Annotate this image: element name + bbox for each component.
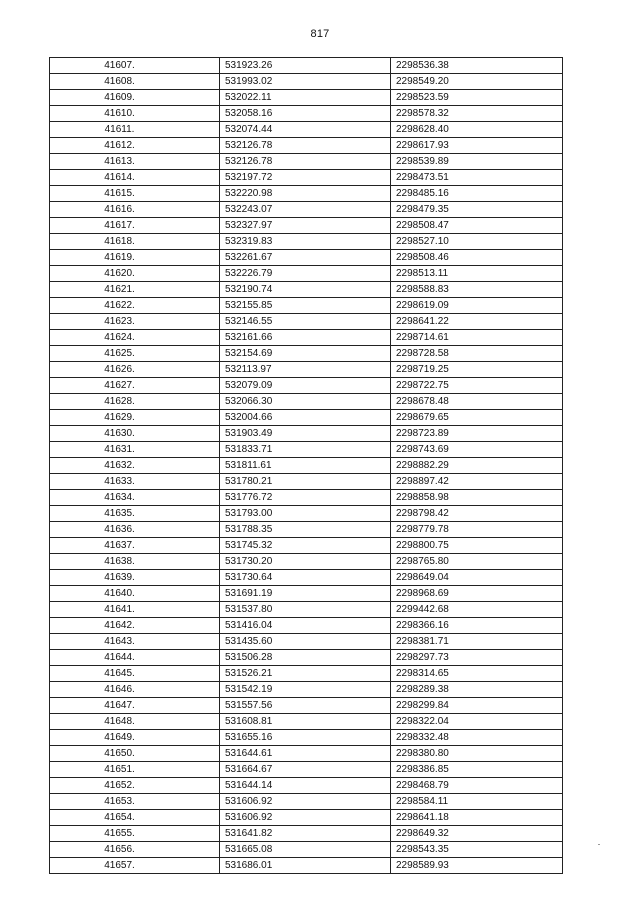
table-row [50, 250, 563, 266]
x-coordinate-cell: 531655.16 [220, 730, 391, 746]
x-coordinate-cell: 531793.00 [220, 506, 391, 522]
table-row [50, 154, 563, 170]
x-coordinate-cell: 532113.97 [220, 362, 391, 378]
x-coordinate-cell: 531686.01 [220, 858, 391, 874]
point-number-cell: 41613. [50, 154, 220, 170]
point-number-cell: 41639. [50, 570, 220, 586]
table-row [50, 618, 563, 634]
y-coordinate-cell: 2298743.69 [391, 442, 563, 458]
point-number-cell: 41611. [50, 122, 220, 138]
table-row [50, 426, 563, 442]
y-coordinate-cell: 2298649.32 [391, 826, 563, 842]
y-coordinate-cell: 2298468.79 [391, 778, 563, 794]
table-row [50, 346, 563, 362]
point-number-cell: 41657. [50, 858, 220, 874]
point-number-cell: 41618. [50, 234, 220, 250]
y-coordinate-cell: 2298678.48 [391, 394, 563, 410]
y-coordinate-cell: 2298649.04 [391, 570, 563, 586]
x-coordinate-cell: 532066.30 [220, 394, 391, 410]
point-number-cell: 41628. [50, 394, 220, 410]
table-row [50, 106, 563, 122]
y-coordinate-cell: 2298968.69 [391, 586, 563, 602]
table-row [50, 122, 563, 138]
table-row [50, 506, 563, 522]
table-row [50, 458, 563, 474]
point-number-cell: 41621. [50, 282, 220, 298]
point-number-cell: 41609. [50, 90, 220, 106]
y-coordinate-cell: 2298882.29 [391, 458, 563, 474]
point-number-cell: 41614. [50, 170, 220, 186]
y-coordinate-cell: 2298539.89 [391, 154, 563, 170]
table-row [50, 218, 563, 234]
x-coordinate-cell: 531776.72 [220, 490, 391, 506]
point-number-cell: 41624. [50, 330, 220, 346]
table-row [50, 538, 563, 554]
table-row [50, 522, 563, 538]
table-row [50, 554, 563, 570]
point-number-cell: 41619. [50, 250, 220, 266]
y-coordinate-cell: 2298322.04 [391, 714, 563, 730]
point-number-cell: 41656. [50, 842, 220, 858]
point-number-cell: 41636. [50, 522, 220, 538]
table-row [50, 234, 563, 250]
point-number-cell: 41648. [50, 714, 220, 730]
y-coordinate-cell: 2298798.42 [391, 506, 563, 522]
x-coordinate-cell: 532155.85 [220, 298, 391, 314]
y-coordinate-cell: 2298589.93 [391, 858, 563, 874]
table-row [50, 650, 563, 666]
table-row [50, 138, 563, 154]
point-number-cell: 41654. [50, 810, 220, 826]
point-number-cell: 41645. [50, 666, 220, 682]
table-row [50, 410, 563, 426]
point-number-cell: 41620. [50, 266, 220, 282]
y-coordinate-cell: 2298289.38 [391, 682, 563, 698]
x-coordinate-cell: 532146.55 [220, 314, 391, 330]
table-row [50, 666, 563, 682]
point-number-cell: 41641. [50, 602, 220, 618]
x-coordinate-cell: 531993.02 [220, 74, 391, 90]
y-coordinate-cell: 2298332.48 [391, 730, 563, 746]
x-coordinate-cell: 531506.28 [220, 650, 391, 666]
point-number-cell: 41633. [50, 474, 220, 490]
table-row [50, 474, 563, 490]
point-number-cell: 41653. [50, 794, 220, 810]
scan-speck [598, 844, 600, 845]
y-coordinate-cell: 2298728.58 [391, 346, 563, 362]
table-row [50, 810, 563, 826]
point-number-cell: 41631. [50, 442, 220, 458]
point-number-cell: 41655. [50, 826, 220, 842]
x-coordinate-cell: 532126.78 [220, 138, 391, 154]
x-coordinate-cell: 531606.92 [220, 794, 391, 810]
y-coordinate-cell: 2298485.16 [391, 186, 563, 202]
table-row [50, 298, 563, 314]
table-row [50, 858, 563, 874]
y-coordinate-cell: 2298299.84 [391, 698, 563, 714]
x-coordinate-cell: 531780.21 [220, 474, 391, 490]
point-number-cell: 41647. [50, 698, 220, 714]
x-coordinate-cell: 531833.71 [220, 442, 391, 458]
table-row [50, 698, 563, 714]
x-coordinate-cell: 531691.19 [220, 586, 391, 602]
x-coordinate-cell: 531730.64 [220, 570, 391, 586]
point-number-cell: 41617. [50, 218, 220, 234]
point-number-cell: 41643. [50, 634, 220, 650]
table-row [50, 170, 563, 186]
y-coordinate-cell: 2298897.42 [391, 474, 563, 490]
x-coordinate-cell: 531435.60 [220, 634, 391, 650]
x-coordinate-cell: 532004.66 [220, 410, 391, 426]
y-coordinate-cell: 2298536.38 [391, 58, 563, 74]
table-row [50, 762, 563, 778]
point-number-cell: 41652. [50, 778, 220, 794]
x-coordinate-cell: 532319.83 [220, 234, 391, 250]
y-coordinate-cell: 2298779.78 [391, 522, 563, 538]
point-number-cell: 41632. [50, 458, 220, 474]
y-coordinate-cell: 2298628.40 [391, 122, 563, 138]
table-row [50, 794, 563, 810]
y-coordinate-cell: 2298508.46 [391, 250, 563, 266]
point-number-cell: 41638. [50, 554, 220, 570]
table-row [50, 74, 563, 90]
y-coordinate-cell: 2298380.80 [391, 746, 563, 762]
table-row [50, 378, 563, 394]
y-coordinate-cell: 2298527.10 [391, 234, 563, 250]
y-coordinate-cell: 2298473.51 [391, 170, 563, 186]
point-number-cell: 41612. [50, 138, 220, 154]
x-coordinate-cell: 531644.14 [220, 778, 391, 794]
x-coordinate-cell: 531903.49 [220, 426, 391, 442]
table-row [50, 586, 563, 602]
x-coordinate-cell: 532022.11 [220, 90, 391, 106]
y-coordinate-cell: 2298722.75 [391, 378, 563, 394]
x-coordinate-cell: 532243.07 [220, 202, 391, 218]
y-coordinate-cell: 2298297.73 [391, 650, 563, 666]
table-row [50, 186, 563, 202]
point-number-cell: 41610. [50, 106, 220, 122]
table-row [50, 266, 563, 282]
x-coordinate-cell: 531730.20 [220, 554, 391, 570]
y-coordinate-cell: 2298714.61 [391, 330, 563, 346]
point-number-cell: 41651. [50, 762, 220, 778]
y-coordinate-cell: 2298719.25 [391, 362, 563, 378]
y-coordinate-cell: 2298765.80 [391, 554, 563, 570]
table-row [50, 394, 563, 410]
point-number-cell: 41640. [50, 586, 220, 602]
x-coordinate-cell: 531608.81 [220, 714, 391, 730]
table-row [50, 570, 563, 586]
point-number-cell: 41615. [50, 186, 220, 202]
point-number-cell: 41649. [50, 730, 220, 746]
x-coordinate-cell: 532197.72 [220, 170, 391, 186]
table-row [50, 714, 563, 730]
y-coordinate-cell: 2299442.68 [391, 602, 563, 618]
y-coordinate-cell: 2298386.85 [391, 762, 563, 778]
table-row [50, 602, 563, 618]
y-coordinate-cell: 2298543.35 [391, 842, 563, 858]
x-coordinate-cell: 531665.08 [220, 842, 391, 858]
table-row [50, 826, 563, 842]
x-coordinate-cell: 532226.79 [220, 266, 391, 282]
y-coordinate-cell: 2298513.11 [391, 266, 563, 282]
table-row [50, 682, 563, 698]
table-row [50, 842, 563, 858]
table-row [50, 442, 563, 458]
table-row [50, 362, 563, 378]
x-coordinate-cell: 531923.26 [220, 58, 391, 74]
point-number-cell: 41627. [50, 378, 220, 394]
table-row [50, 58, 563, 74]
y-coordinate-cell: 2298617.93 [391, 138, 563, 154]
table-row [50, 202, 563, 218]
point-number-cell: 41626. [50, 362, 220, 378]
x-coordinate-cell: 531606.92 [220, 810, 391, 826]
x-coordinate-cell: 531537.80 [220, 602, 391, 618]
x-coordinate-cell: 532190.74 [220, 282, 391, 298]
table-row [50, 730, 563, 746]
y-coordinate-cell: 2298366.16 [391, 618, 563, 634]
point-number-cell: 41646. [50, 682, 220, 698]
y-coordinate-cell: 2298523.59 [391, 90, 563, 106]
point-number-cell: 41642. [50, 618, 220, 634]
x-coordinate-cell: 531644.61 [220, 746, 391, 762]
point-number-cell: 41644. [50, 650, 220, 666]
table-row [50, 314, 563, 330]
y-coordinate-cell: 2298314.65 [391, 666, 563, 682]
y-coordinate-cell: 2298679.65 [391, 410, 563, 426]
x-coordinate-cell: 531641.82 [220, 826, 391, 842]
table-row [50, 330, 563, 346]
x-coordinate-cell: 532327.97 [220, 218, 391, 234]
y-coordinate-cell: 2298584.11 [391, 794, 563, 810]
y-coordinate-cell: 2298641.22 [391, 314, 563, 330]
table-row [50, 746, 563, 762]
x-coordinate-cell: 532126.78 [220, 154, 391, 170]
point-number-cell: 41616. [50, 202, 220, 218]
point-number-cell: 41630. [50, 426, 220, 442]
y-coordinate-cell: 2298723.89 [391, 426, 563, 442]
table-row [50, 634, 563, 650]
x-coordinate-cell: 531416.04 [220, 618, 391, 634]
page-number: 817 [310, 28, 330, 40]
x-coordinate-cell: 531788.35 [220, 522, 391, 538]
x-coordinate-cell: 532161.66 [220, 330, 391, 346]
point-number-cell: 41623. [50, 314, 220, 330]
x-coordinate-cell: 531526.21 [220, 666, 391, 682]
point-number-cell: 41629. [50, 410, 220, 426]
coordinate-table-body [50, 58, 563, 874]
x-coordinate-cell: 532074.44 [220, 122, 391, 138]
point-number-cell: 41650. [50, 746, 220, 762]
x-coordinate-cell: 532058.16 [220, 106, 391, 122]
x-coordinate-cell: 531745.32 [220, 538, 391, 554]
y-coordinate-cell: 2298858.98 [391, 490, 563, 506]
point-number-cell: 41635. [50, 506, 220, 522]
point-number-cell: 41608. [50, 74, 220, 90]
point-number-cell: 41634. [50, 490, 220, 506]
x-coordinate-cell: 532220.98 [220, 186, 391, 202]
y-coordinate-cell: 2298549.20 [391, 74, 563, 90]
point-number-cell: 41625. [50, 346, 220, 362]
y-coordinate-cell: 2298508.47 [391, 218, 563, 234]
x-coordinate-cell: 532079.09 [220, 378, 391, 394]
x-coordinate-cell: 531811.61 [220, 458, 391, 474]
y-coordinate-cell: 2298578.32 [391, 106, 563, 122]
y-coordinate-cell: 2298641.18 [391, 810, 563, 826]
point-number-cell: 41637. [50, 538, 220, 554]
point-number-cell: 41622. [50, 298, 220, 314]
table-row [50, 778, 563, 794]
table-row [50, 90, 563, 106]
x-coordinate-cell: 531542.19 [220, 682, 391, 698]
x-coordinate-cell: 532154.69 [220, 346, 391, 362]
y-coordinate-cell: 2298381.71 [391, 634, 563, 650]
y-coordinate-cell: 2298479.35 [391, 202, 563, 218]
coordinate-table [49, 57, 563, 874]
y-coordinate-cell: 2298800.75 [391, 538, 563, 554]
x-coordinate-cell: 532261.67 [220, 250, 391, 266]
y-coordinate-cell: 2298619.09 [391, 298, 563, 314]
x-coordinate-cell: 531557.56 [220, 698, 391, 714]
table-row [50, 282, 563, 298]
y-coordinate-cell: 2298588.83 [391, 282, 563, 298]
table-row [50, 490, 563, 506]
x-coordinate-cell: 531664.67 [220, 762, 391, 778]
point-number-cell: 41607. [50, 58, 220, 74]
